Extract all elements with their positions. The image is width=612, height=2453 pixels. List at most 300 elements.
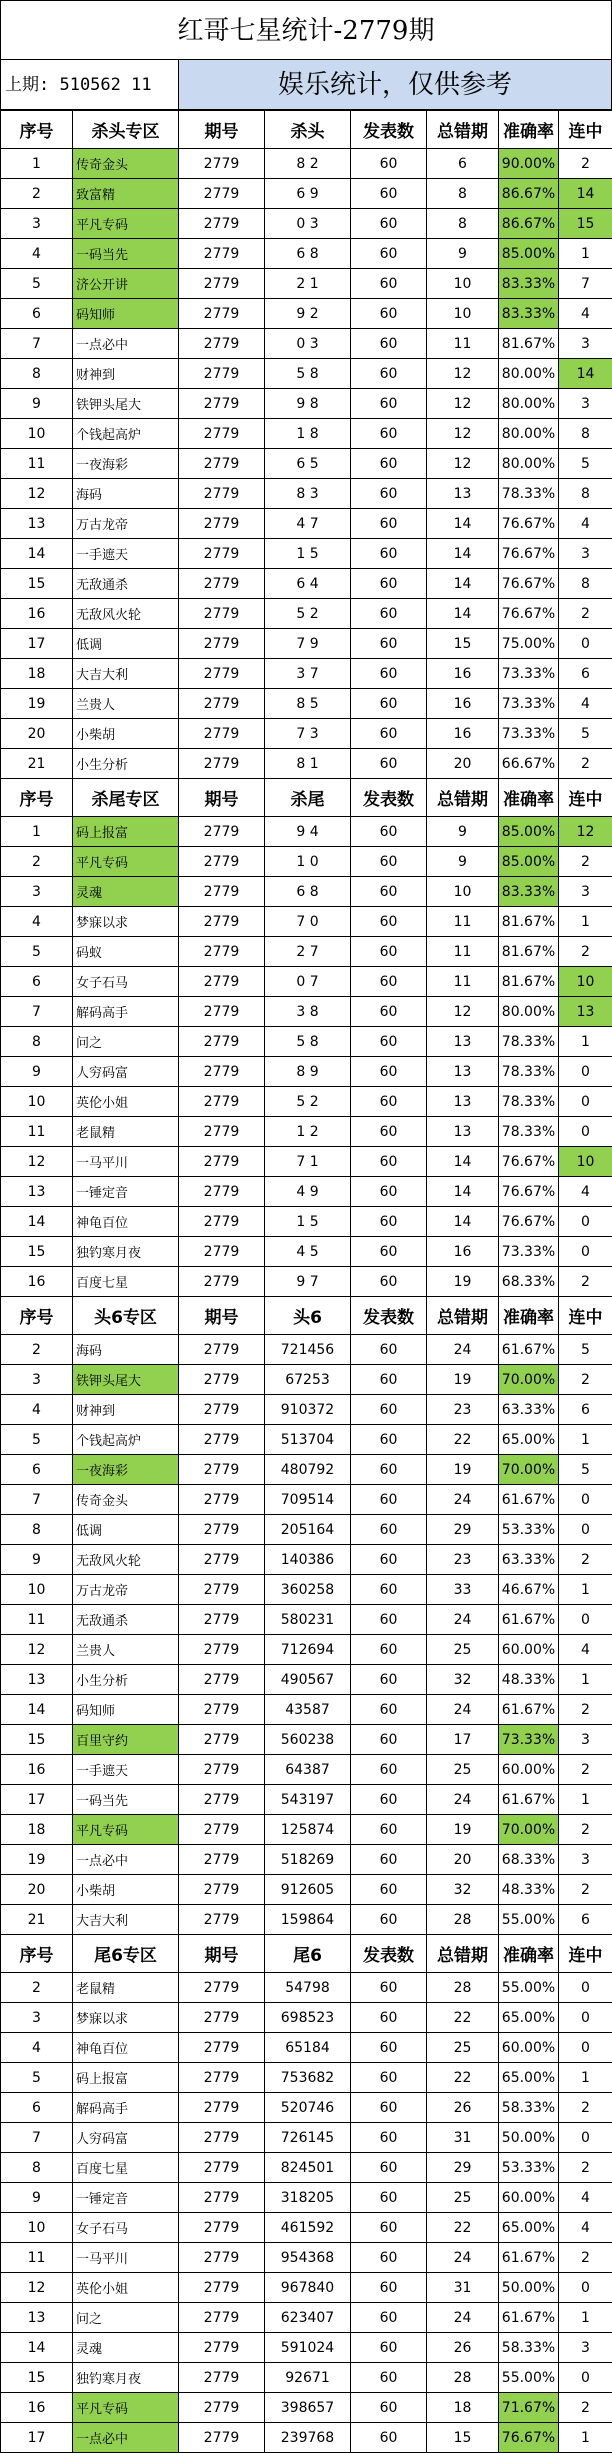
cell-errors: 14	[427, 1207, 499, 1237]
cell-total: 60	[351, 2213, 427, 2243]
cell-total: 60	[351, 1695, 427, 1725]
cell-streak: 7	[559, 269, 612, 299]
table-row	[1, 509, 612, 539]
cell-no: 8	[1, 1515, 73, 1545]
cell-errors: 17	[427, 1725, 499, 1755]
cell-streak: 6	[559, 1395, 612, 1425]
cell-no: 18	[1, 1815, 73, 1845]
cell-accuracy: 76.67%	[499, 1177, 559, 1207]
cell-no: 2	[1, 1973, 73, 2003]
cell-accuracy: 86.67%	[499, 209, 559, 239]
cell-issue: 2779	[179, 1815, 265, 1845]
cell-streak: 6	[559, 1905, 612, 1935]
cell-value: 205164	[265, 1515, 351, 1545]
cell-no: 13	[1, 1177, 73, 1207]
cell-name: 百度七星	[73, 1267, 179, 1297]
cell-errors: 8	[427, 209, 499, 239]
cell-no: 14	[1, 539, 73, 569]
cell-value: 6 5	[265, 449, 351, 479]
cell-name: 问之	[73, 1027, 179, 1057]
cell-total: 60	[351, 1785, 427, 1815]
cell-issue: 2779	[179, 2303, 265, 2333]
cell-name: 无敌风火轮	[73, 1545, 179, 1575]
cell-no: 2	[1, 179, 73, 209]
cell-issue: 2779	[179, 1973, 265, 2003]
cell-issue: 2779	[179, 2273, 265, 2303]
cell-streak: 1	[559, 1665, 612, 1695]
cell-issue: 2779	[179, 629, 265, 659]
cell-name: 平凡专码	[73, 1815, 179, 1845]
cell-issue: 2779	[179, 479, 265, 509]
cell-errors: 24	[427, 1335, 499, 1365]
cell-name: 铁钾头尾大	[73, 1365, 179, 1395]
stats-table-body	[1, 111, 612, 2453]
cell-no: 3	[1, 1365, 73, 1395]
cell-total: 60	[351, 449, 427, 479]
table-row	[1, 1177, 612, 1207]
cell-accuracy: 66.67%	[499, 749, 559, 779]
cell-streak: 3	[559, 1725, 612, 1755]
cell-value: 518269	[265, 1845, 351, 1875]
cell-errors: 31	[427, 2273, 499, 2303]
cell-no: 14	[1, 1207, 73, 1237]
cell-streak: 14	[559, 179, 612, 209]
table-row	[1, 569, 612, 599]
cell-accuracy: 76.67%	[499, 1207, 559, 1237]
cell-accuracy: 60.00%	[499, 2033, 559, 2063]
cell-name: 个钱起高炉	[73, 1425, 179, 1455]
cell-errors: 15	[427, 2423, 499, 2453]
cell-issue: 2779	[179, 877, 265, 907]
cell-value: 54798	[265, 1973, 351, 2003]
cell-streak: 4	[559, 1177, 612, 1207]
table-row	[1, 359, 612, 389]
table-row	[1, 1635, 612, 1665]
cell-streak: 5	[559, 1335, 612, 1365]
cell-errors: 32	[427, 1875, 499, 1905]
cell-no: 19	[1, 689, 73, 719]
cell-streak: 3	[559, 877, 612, 907]
cell-issue: 2779	[179, 1905, 265, 1935]
cell-accuracy: 68.33%	[499, 1267, 559, 1297]
cell-errors: 19	[427, 1815, 499, 1845]
cell-errors: 16	[427, 659, 499, 689]
header-zone: 杀尾专区	[73, 779, 179, 817]
cell-no: 8	[1, 359, 73, 389]
cell-value: 6 4	[265, 569, 351, 599]
table-row	[1, 1575, 612, 1605]
cell-errors: 9	[427, 817, 499, 847]
cell-no: 10	[1, 1575, 73, 1605]
cell-errors: 24	[427, 1605, 499, 1635]
page-title: 红哥七星统计-2779期	[0, 0, 612, 60]
cell-no: 5	[1, 1425, 73, 1455]
cell-value: 1 5	[265, 1207, 351, 1237]
table-row	[1, 419, 612, 449]
cell-name: 神龟百位	[73, 2033, 179, 2063]
cell-issue: 2779	[179, 1515, 265, 1545]
cell-total: 60	[351, 2363, 427, 2393]
table-row	[1, 329, 612, 359]
table-row	[1, 1425, 612, 1455]
cell-accuracy: 68.33%	[499, 1845, 559, 1875]
cell-value: 65184	[265, 2033, 351, 2063]
disclaimer-banner: 娱乐统计，仅供参考	[179, 60, 611, 109]
cell-no: 15	[1, 569, 73, 599]
header-streak: 连中	[559, 1935, 612, 1973]
cell-accuracy: 81.67%	[499, 967, 559, 997]
cell-streak: 2	[559, 1875, 612, 1905]
cell-errors: 14	[427, 1147, 499, 1177]
cell-no: 4	[1, 1395, 73, 1425]
cell-issue: 2779	[179, 509, 265, 539]
cell-value: 4 9	[265, 1177, 351, 1207]
cell-issue: 2779	[179, 239, 265, 269]
header-no: 序号	[1, 1935, 73, 1973]
cell-streak: 2	[559, 1267, 612, 1297]
table-row	[1, 1755, 612, 1785]
cell-errors: 14	[427, 1177, 499, 1207]
cell-name: 一锤定音	[73, 1177, 179, 1207]
cell-total: 60	[351, 1087, 427, 1117]
cell-accuracy: 80.00%	[499, 449, 559, 479]
cell-name: 传奇金头	[73, 1485, 179, 1515]
cell-issue: 2779	[179, 1545, 265, 1575]
cell-errors: 29	[427, 2153, 499, 2183]
cell-no: 12	[1, 1147, 73, 1177]
cell-value: 9 7	[265, 1267, 351, 1297]
cell-total: 60	[351, 479, 427, 509]
cell-value: 5 2	[265, 1087, 351, 1117]
cell-accuracy: 76.67%	[499, 539, 559, 569]
cell-total: 60	[351, 1515, 427, 1545]
table-row	[1, 847, 612, 877]
cell-accuracy: 58.33%	[499, 2333, 559, 2363]
cell-name: 财神到	[73, 359, 179, 389]
cell-value: 360258	[265, 1575, 351, 1605]
cell-errors: 22	[427, 2003, 499, 2033]
cell-total: 60	[351, 2303, 427, 2333]
table-row	[1, 629, 612, 659]
table-row	[1, 2003, 612, 2033]
cell-value: 1 2	[265, 1117, 351, 1147]
cell-name: 码上报富	[73, 817, 179, 847]
cell-streak: 0	[559, 1207, 612, 1237]
table-row	[1, 1147, 612, 1177]
table-row	[1, 1515, 612, 1545]
cell-value: 7 1	[265, 1147, 351, 1177]
cell-accuracy: 83.33%	[499, 299, 559, 329]
cell-errors: 25	[427, 1635, 499, 1665]
cell-total: 60	[351, 1147, 427, 1177]
cell-errors: 13	[427, 1057, 499, 1087]
cell-value: 9 4	[265, 817, 351, 847]
cell-streak: 0	[559, 1237, 612, 1267]
cell-name: 一码当先	[73, 239, 179, 269]
cell-issue: 2779	[179, 817, 265, 847]
cell-total: 60	[351, 539, 427, 569]
cell-name: 小柴胡	[73, 719, 179, 749]
cell-value: 6 8	[265, 877, 351, 907]
cell-total: 60	[351, 719, 427, 749]
header-accuracy: 准确率	[499, 1935, 559, 1973]
cell-streak: 2	[559, 2393, 612, 2423]
cell-issue: 2779	[179, 2153, 265, 2183]
table-row	[1, 1455, 612, 1485]
cell-total: 60	[351, 149, 427, 179]
table-row	[1, 599, 612, 629]
table-row	[1, 817, 612, 847]
cell-streak: 1	[559, 907, 612, 937]
cell-value: 7 3	[265, 719, 351, 749]
header-value: 头6	[265, 1297, 351, 1335]
cell-total: 60	[351, 1545, 427, 1575]
cell-errors: 19	[427, 1365, 499, 1395]
cell-total: 60	[351, 2423, 427, 2453]
cell-no: 9	[1, 389, 73, 419]
cell-accuracy: 55.00%	[499, 2363, 559, 2393]
cell-value: 5 8	[265, 1027, 351, 1057]
cell-value: 753682	[265, 2063, 351, 2093]
cell-accuracy: 80.00%	[499, 997, 559, 1027]
cell-no: 16	[1, 1267, 73, 1297]
cell-name: 无敌通杀	[73, 569, 179, 599]
cell-name: 老鼠精	[73, 1973, 179, 2003]
cell-issue: 2779	[179, 2093, 265, 2123]
cell-issue: 2779	[179, 1695, 265, 1725]
cell-name: 解码高手	[73, 2093, 179, 2123]
cell-issue: 2779	[179, 1575, 265, 1605]
cell-total: 60	[351, 299, 427, 329]
cell-name: 码上报富	[73, 2063, 179, 2093]
cell-accuracy: 86.67%	[499, 179, 559, 209]
cell-streak: 4	[559, 509, 612, 539]
cell-total: 60	[351, 2183, 427, 2213]
cell-accuracy: 65.00%	[499, 1425, 559, 1455]
cell-issue: 2779	[179, 2183, 265, 2213]
cell-value: 4 5	[265, 1237, 351, 1267]
cell-total: 60	[351, 2123, 427, 2153]
cell-errors: 24	[427, 1785, 499, 1815]
cell-total: 60	[351, 569, 427, 599]
cell-total: 60	[351, 907, 427, 937]
cell-name: 人穷码富	[73, 2123, 179, 2153]
cell-errors: 10	[427, 299, 499, 329]
header-issue: 期号	[179, 1935, 265, 1973]
cell-streak: 2	[559, 1365, 612, 1395]
cell-errors: 28	[427, 1905, 499, 1935]
cell-name: 一马平川	[73, 2243, 179, 2273]
cell-name: 海码	[73, 479, 179, 509]
table-row	[1, 877, 612, 907]
header-value: 杀尾	[265, 779, 351, 817]
cell-total: 60	[351, 1973, 427, 2003]
cell-name: 梦寐以求	[73, 2003, 179, 2033]
cell-errors: 25	[427, 1755, 499, 1785]
table-row	[1, 1905, 612, 1935]
cell-value: 461592	[265, 2213, 351, 2243]
cell-accuracy: 83.33%	[499, 877, 559, 907]
cell-issue: 2779	[179, 1117, 265, 1147]
cell-errors: 12	[427, 997, 499, 1027]
cell-total: 60	[351, 689, 427, 719]
cell-name: 人穷码富	[73, 1057, 179, 1087]
cell-accuracy: 50.00%	[499, 2123, 559, 2153]
cell-total: 60	[351, 179, 427, 209]
table-row	[1, 1087, 612, 1117]
cell-value: 4 7	[265, 509, 351, 539]
cell-errors: 11	[427, 967, 499, 997]
cell-streak: 1	[559, 1575, 612, 1605]
header-errors: 总错期	[427, 779, 499, 817]
table-row	[1, 449, 612, 479]
cell-total: 60	[351, 419, 427, 449]
cell-name: 一手遮天	[73, 1755, 179, 1785]
cell-issue: 2779	[179, 2063, 265, 2093]
cell-errors: 6	[427, 149, 499, 179]
cell-total: 60	[351, 1117, 427, 1147]
cell-no: 17	[1, 2423, 73, 2453]
header-issue: 期号	[179, 1297, 265, 1335]
cell-name: 大吉大利	[73, 659, 179, 689]
cell-issue: 2779	[179, 847, 265, 877]
cell-value: 92671	[265, 2363, 351, 2393]
cell-accuracy: 85.00%	[499, 847, 559, 877]
table-row	[1, 1545, 612, 1575]
cell-value: 7 9	[265, 629, 351, 659]
cell-no: 9	[1, 2183, 73, 2213]
cell-accuracy: 81.67%	[499, 329, 559, 359]
cell-accuracy: 61.67%	[499, 1605, 559, 1635]
cell-total: 60	[351, 509, 427, 539]
cell-no: 15	[1, 1725, 73, 1755]
cell-accuracy: 83.33%	[499, 269, 559, 299]
cell-errors: 31	[427, 2123, 499, 2153]
table-row	[1, 1267, 612, 1297]
cell-value: 8 9	[265, 1057, 351, 1087]
table-row	[1, 1237, 612, 1267]
cell-errors: 10	[427, 877, 499, 907]
cell-accuracy: 78.33%	[499, 1057, 559, 1087]
cell-value: 0 3	[265, 209, 351, 239]
cell-accuracy: 76.67%	[499, 1147, 559, 1177]
cell-issue: 2779	[179, 539, 265, 569]
cell-name: 码知师	[73, 299, 179, 329]
cell-total: 60	[351, 2393, 427, 2423]
cell-total: 60	[351, 877, 427, 907]
section-header-row	[1, 1297, 612, 1335]
cell-accuracy: 71.67%	[499, 2393, 559, 2423]
cell-issue: 2779	[179, 419, 265, 449]
table-row	[1, 2093, 612, 2123]
cell-name: 财神到	[73, 1395, 179, 1425]
cell-accuracy: 65.00%	[499, 2063, 559, 2093]
cell-streak: 0	[559, 1515, 612, 1545]
cell-streak: 0	[559, 1057, 612, 1087]
cell-name: 低调	[73, 629, 179, 659]
cell-value: 5 2	[265, 599, 351, 629]
cell-total: 60	[351, 2063, 427, 2093]
cell-value: 591024	[265, 2333, 351, 2363]
cell-total: 60	[351, 847, 427, 877]
cell-name: 一点必中	[73, 1845, 179, 1875]
cell-no: 3	[1, 877, 73, 907]
cell-total: 60	[351, 749, 427, 779]
cell-issue: 2779	[179, 1365, 265, 1395]
table-row	[1, 1695, 612, 1725]
cell-no: 15	[1, 2363, 73, 2393]
cell-name: 低调	[73, 1515, 179, 1545]
cell-value: 2 7	[265, 937, 351, 967]
cell-streak: 15	[559, 209, 612, 239]
cell-accuracy: 63.33%	[499, 1395, 559, 1425]
cell-value: 64387	[265, 1755, 351, 1785]
header-streak: 连中	[559, 111, 612, 149]
cell-issue: 2779	[179, 1057, 265, 1087]
cell-errors: 28	[427, 1973, 499, 2003]
cell-errors: 24	[427, 2243, 499, 2273]
cell-errors: 26	[427, 2333, 499, 2363]
cell-errors: 14	[427, 539, 499, 569]
cell-streak: 2	[559, 1755, 612, 1785]
header-zone: 杀头专区	[73, 111, 179, 149]
cell-value: 1 8	[265, 419, 351, 449]
cell-value: 824501	[265, 2153, 351, 2183]
cell-no: 7	[1, 997, 73, 1027]
cell-total: 60	[351, 359, 427, 389]
cell-no: 6	[1, 2093, 73, 2123]
cell-name: 一点必中	[73, 2423, 179, 2453]
cell-issue: 2779	[179, 1395, 265, 1425]
header-total: 发表数	[351, 1935, 427, 1973]
table-row	[1, 2273, 612, 2303]
header-no: 序号	[1, 111, 73, 149]
cell-no: 17	[1, 629, 73, 659]
table-row	[1, 1605, 612, 1635]
cell-streak: 0	[559, 1605, 612, 1635]
cell-errors: 29	[427, 1515, 499, 1545]
table-row	[1, 2033, 612, 2063]
cell-issue: 2779	[179, 299, 265, 329]
cell-no: 17	[1, 1785, 73, 1815]
cell-issue: 2779	[179, 1455, 265, 1485]
cell-accuracy: 73.33%	[499, 719, 559, 749]
cell-streak: 0	[559, 629, 612, 659]
cell-streak: 10	[559, 1147, 612, 1177]
header-errors: 总错期	[427, 111, 499, 149]
cell-streak: 1	[559, 2303, 612, 2333]
cell-streak: 5	[559, 719, 612, 749]
cell-value: 698523	[265, 2003, 351, 2033]
cell-issue: 2779	[179, 209, 265, 239]
table-row	[1, 269, 612, 299]
cell-name: 灵魂	[73, 2333, 179, 2363]
cell-accuracy: 61.67%	[499, 1485, 559, 1515]
cell-accuracy: 55.00%	[499, 1905, 559, 1935]
last-draw-result: 上期: 510562 11	[1, 60, 179, 109]
cell-errors: 18	[427, 2393, 499, 2423]
cell-value: 6 9	[265, 179, 351, 209]
cell-name: 码知师	[73, 1695, 179, 1725]
header-zone: 尾6专区	[73, 1935, 179, 1973]
cell-issue: 2779	[179, 1755, 265, 1785]
cell-name: 无敌通杀	[73, 1605, 179, 1635]
cell-accuracy: 60.00%	[499, 1635, 559, 1665]
cell-total: 60	[351, 1207, 427, 1237]
cell-name: 无敌风火轮	[73, 599, 179, 629]
cell-name: 解码高手	[73, 997, 179, 1027]
cell-total: 60	[351, 1237, 427, 1267]
